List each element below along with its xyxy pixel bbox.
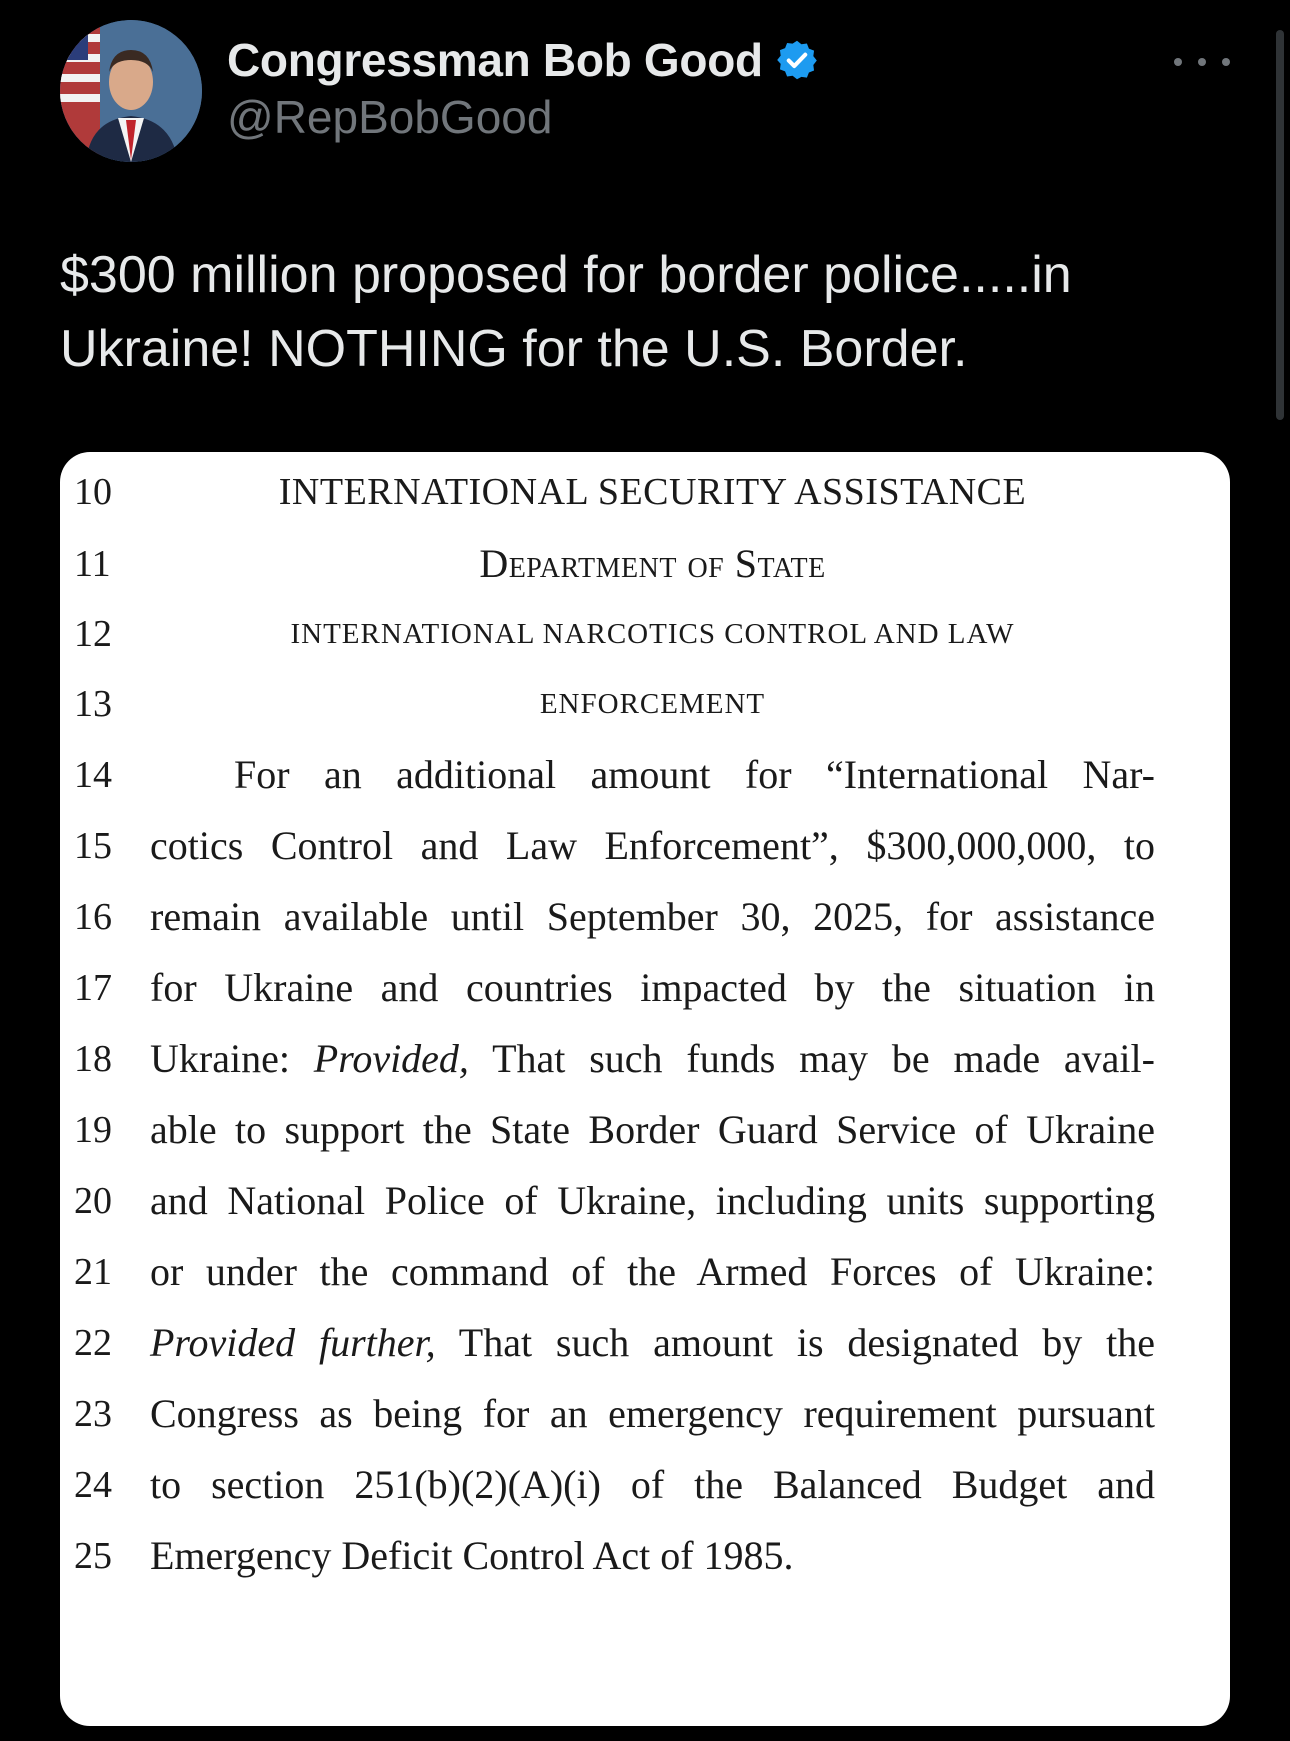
line-number: 11 <box>74 543 111 585</box>
display-name[interactable]: Congressman Bob Good <box>227 34 763 86</box>
document-line <box>60 1374 1230 1454</box>
more-dot <box>1174 58 1182 66</box>
line-number: 17 <box>74 967 112 1009</box>
document-line <box>60 877 1230 957</box>
line-text: or under the command of the Armed Forces of Ukraine: <box>150 1249 1155 1294</box>
document-line <box>60 452 1230 532</box>
avatar-image <box>60 20 202 162</box>
program-heading-cont: ENFORCEMENT <box>539 688 766 720</box>
line-text: for Ukraine and countries impacted by the situation in <box>150 965 1155 1010</box>
document-line <box>60 1445 1230 1525</box>
line-text: remain available until September 30, 2025, for assistance <box>150 894 1155 939</box>
line-text-part: That such funds may be made avail- <box>468 1036 1155 1081</box>
line-text: and National Police of Ukraine, including units supporting <box>150 1178 1155 1223</box>
line-number: 12 <box>74 613 112 655</box>
line-number: 13 <box>74 683 112 725</box>
document-line <box>60 594 1230 674</box>
department-heading: Department of State <box>479 541 826 586</box>
line-number: 24 <box>74 1464 112 1506</box>
document-line <box>60 1090 1230 1170</box>
more-options-icon[interactable] <box>1174 48 1230 76</box>
document-line <box>60 735 1230 815</box>
line-number: 22 <box>74 1322 112 1364</box>
line-number: 18 <box>74 1038 112 1080</box>
more-dot <box>1198 58 1206 66</box>
line-text <box>150 1303 1155 1383</box>
italic-proviso: Provided, <box>313 1036 469 1081</box>
line-number: 25 <box>74 1535 112 1577</box>
tweet-header <box>60 20 1230 164</box>
document-line <box>60 948 1230 1028</box>
line-number: 10 <box>74 471 112 513</box>
line-number: 19 <box>74 1109 112 1151</box>
document-line <box>60 1516 1230 1596</box>
line-text: For an additional amount for “International Nar- <box>234 752 1155 797</box>
line-text-part: Ukraine: <box>150 1036 314 1081</box>
italic-proviso: Provided further, <box>150 1320 436 1365</box>
document-line <box>60 1232 1230 1312</box>
line-number: 21 <box>74 1251 112 1293</box>
document-line <box>60 806 1230 886</box>
document-line <box>60 664 1230 744</box>
document-image[interactable] <box>60 452 1230 1726</box>
line-text: Congress as being for an emergency requirement pursuant <box>150 1391 1155 1436</box>
line-text: Emergency Deficit Control Act of 1985. <box>150 1533 794 1578</box>
verified-badge-icon <box>775 38 819 82</box>
line-number: 15 <box>74 825 112 867</box>
document-line <box>60 1019 1230 1099</box>
line-number: 23 <box>74 1393 112 1435</box>
line-number: 14 <box>74 754 112 796</box>
program-heading: INTERNATIONAL NARCOTICS CONTROL AND LAW <box>290 618 1015 650</box>
display-name-row <box>227 32 819 88</box>
author-names <box>227 32 819 144</box>
document-line <box>60 524 1230 604</box>
line-number: 20 <box>74 1180 112 1222</box>
more-dot <box>1222 58 1230 66</box>
tweet-text: $300 million proposed for border police.....in Ukraine! NOTHING for the U.S. Border. <box>60 246 1072 378</box>
avatar[interactable] <box>60 20 202 162</box>
document-line <box>60 1303 1230 1383</box>
line-text-part: That such amount is designated by the <box>435 1320 1155 1365</box>
scrollbar[interactable] <box>1276 30 1284 420</box>
document-line <box>60 1161 1230 1241</box>
section-heading: INTERNATIONAL SECURITY ASSISTANCE <box>278 471 1027 513</box>
line-number: 16 <box>74 896 112 938</box>
line-text: to section 251(b)(2)(A)(i) of the Balanced Budget and <box>150 1462 1155 1507</box>
line-text <box>150 1019 1155 1099</box>
line-text: cotics Control and Law Enforcement”, $300,000,000, to <box>150 823 1155 868</box>
author-handle[interactable]: @RepBobGood <box>227 91 553 143</box>
line-text: able to support the State Border Guard Service of Ukraine <box>150 1107 1155 1152</box>
